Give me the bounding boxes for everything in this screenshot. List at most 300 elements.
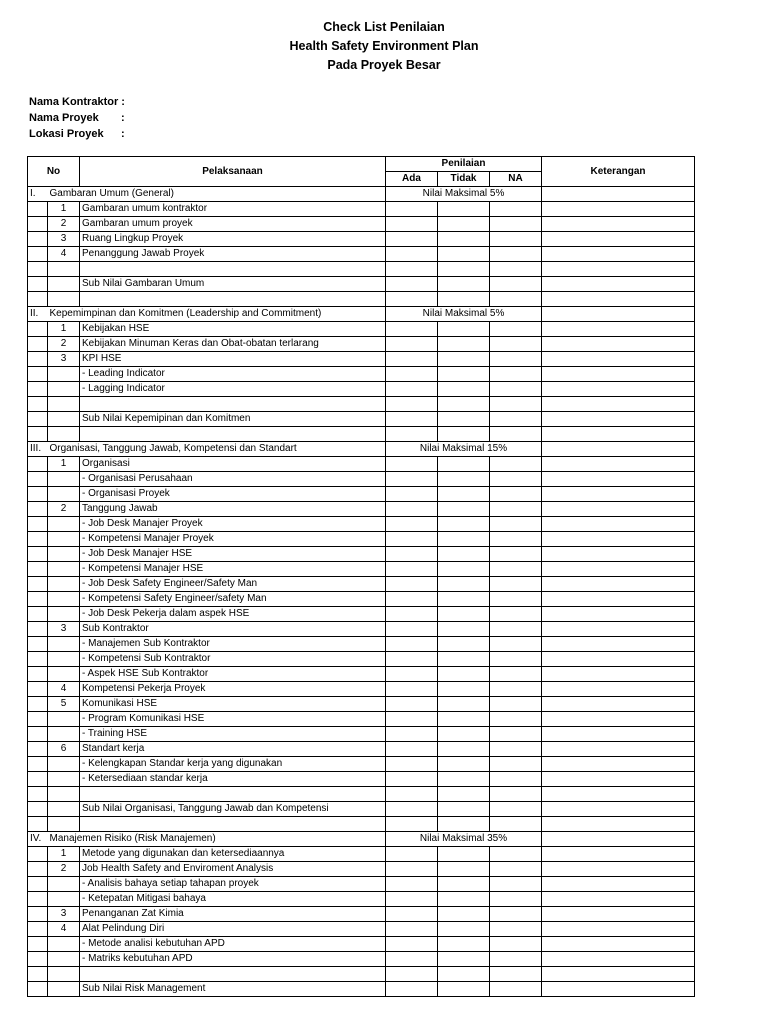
item-number — [48, 517, 80, 532]
section-cell — [28, 337, 48, 352]
score-tidak-cell — [438, 742, 490, 757]
checklist-table — [27, 156, 695, 997]
keterangan-cell — [542, 667, 695, 682]
score-ada-cell — [386, 757, 438, 772]
section-cell — [28, 982, 48, 997]
field-label: Nama Kontraktor : — [29, 96, 125, 108]
score-tidak-cell — [438, 217, 490, 232]
score-tidak-cell — [438, 757, 490, 772]
table-row — [28, 832, 695, 847]
col-header-keterangan: Keterangan — [542, 157, 695, 187]
section-cell — [28, 817, 48, 832]
score-tidak-cell — [438, 517, 490, 532]
score-na-cell — [490, 352, 542, 367]
score-ada-cell — [386, 562, 438, 577]
col-header-penilaian: Penilaian — [386, 157, 542, 172]
item-number: 5 — [48, 697, 80, 712]
score-na-cell — [490, 232, 542, 247]
item-number — [48, 382, 80, 397]
section-cell — [28, 202, 48, 217]
table-row — [28, 397, 695, 412]
item-text: - Lagging Indicator — [80, 382, 386, 397]
item-number: 1 — [48, 322, 80, 337]
score-tidak-cell — [438, 622, 490, 637]
item-text — [80, 262, 386, 277]
section-cell — [28, 877, 48, 892]
table-row — [28, 517, 695, 532]
score-ada-cell — [386, 847, 438, 862]
section-cell — [28, 622, 48, 637]
keterangan-cell — [542, 982, 695, 997]
keterangan-cell — [542, 202, 695, 217]
keterangan-cell — [542, 592, 695, 607]
score-ada-cell — [386, 577, 438, 592]
score-tidak-cell — [438, 592, 490, 607]
keterangan-cell — [542, 757, 695, 772]
score-na-cell — [490, 682, 542, 697]
score-na-cell — [490, 457, 542, 472]
col-header-pelaksanaan: Pelaksanaan — [80, 157, 386, 187]
item-text: Sub Nilai Risk Management — [80, 982, 386, 997]
section-cell — [28, 847, 48, 862]
item-text: - Analisis bahaya setiap tahapan proyek — [80, 877, 386, 892]
item-number: 2 — [48, 502, 80, 517]
section-cell — [28, 412, 48, 427]
score-tidak-cell — [438, 292, 490, 307]
item-text: - Job Desk Manajer HSE — [80, 547, 386, 562]
col-header-ada: Ada — [386, 172, 438, 187]
table-row — [28, 577, 695, 592]
field-lokasi-proyek — [29, 127, 125, 142]
item-text: Sub Nilai Gambaran Umum — [80, 277, 386, 292]
item-text: - Organisasi Perusahaan — [80, 472, 386, 487]
section-cell — [28, 457, 48, 472]
score-tidak-cell — [438, 412, 490, 427]
score-tidak-cell — [438, 892, 490, 907]
score-tidak-cell — [438, 577, 490, 592]
section-cell — [28, 727, 48, 742]
section-cell — [28, 952, 48, 967]
score-ada-cell — [386, 277, 438, 292]
table-row — [28, 952, 695, 967]
item-text: Penanggung Jawab Proyek — [80, 247, 386, 262]
item-number — [48, 367, 80, 382]
keterangan-cell — [542, 742, 695, 757]
table-row — [28, 532, 695, 547]
section-cell — [28, 247, 48, 262]
item-text: - Program Komunikasi HSE — [80, 712, 386, 727]
item-number — [48, 937, 80, 952]
score-ada-cell — [386, 397, 438, 412]
score-na-cell — [490, 592, 542, 607]
item-number — [48, 727, 80, 742]
score-ada-cell — [386, 532, 438, 547]
section-cell — [28, 472, 48, 487]
keterangan-cell — [542, 967, 695, 982]
table-row — [28, 862, 695, 877]
item-text: - Leading Indicator — [80, 367, 386, 382]
score-ada-cell — [386, 487, 438, 502]
field-colon: : — [121, 112, 125, 124]
score-na-cell — [490, 607, 542, 622]
section-title: Kepemimpinan dan Komitmen (Leadership and Commitment) — [48, 307, 386, 322]
item-text: - Kompetensi Sub Kontraktor — [80, 652, 386, 667]
keterangan-cell — [542, 802, 695, 817]
table-row — [28, 457, 695, 472]
score-tidak-cell — [438, 712, 490, 727]
score-tidak-cell — [438, 982, 490, 997]
item-number — [48, 412, 80, 427]
score-na-cell — [490, 397, 542, 412]
keterangan-cell — [542, 472, 695, 487]
keterangan-cell — [542, 892, 695, 907]
item-text: Metode yang digunakan dan ketersediaannya — [80, 847, 386, 862]
keterangan-cell — [542, 772, 695, 787]
keterangan-cell — [542, 352, 695, 367]
item-text: Gambaran umum proyek — [80, 217, 386, 232]
keterangan-cell — [542, 337, 695, 352]
item-text: - Ketersediaan standar kerja — [80, 772, 386, 787]
item-text: KPI HSE — [80, 352, 386, 367]
score-ada-cell — [386, 217, 438, 232]
score-ada-cell — [386, 517, 438, 532]
keterangan-cell — [542, 697, 695, 712]
item-number — [48, 577, 80, 592]
item-number: 4 — [48, 922, 80, 937]
item-number — [48, 487, 80, 502]
score-ada-cell — [386, 502, 438, 517]
item-text: Gambaran umum kontraktor — [80, 202, 386, 217]
table-row — [28, 772, 695, 787]
score-tidak-cell — [438, 922, 490, 937]
score-na-cell — [490, 292, 542, 307]
score-na-cell — [490, 772, 542, 787]
score-ada-cell — [386, 892, 438, 907]
keterangan-cell — [542, 547, 695, 562]
score-tidak-cell — [438, 847, 490, 862]
section-cell — [28, 532, 48, 547]
section-cell — [28, 517, 48, 532]
item-text: - Kompetensi Manajer HSE — [80, 562, 386, 577]
score-ada-cell — [386, 367, 438, 382]
score-na-cell — [490, 757, 542, 772]
score-na-cell — [490, 982, 542, 997]
score-na-cell — [490, 802, 542, 817]
score-tidak-cell — [438, 487, 490, 502]
doc-title-line-3: Pada Proyek Besar — [327, 58, 441, 72]
section-max-score: Nilai Maksimal 35% — [386, 832, 542, 847]
keterangan-cell — [542, 577, 695, 592]
section-cell — [28, 562, 48, 577]
table-row — [28, 337, 695, 352]
table-row — [28, 922, 695, 937]
table-row — [28, 202, 695, 217]
table-row — [28, 757, 695, 772]
item-text: Ruang Lingkup Proyek — [80, 232, 386, 247]
section-cell — [28, 862, 48, 877]
keterangan-cell — [542, 517, 695, 532]
section-title: Manajemen Risiko (Risk Manajemen) — [48, 832, 386, 847]
item-text: - Matriks kebutuhan APD — [80, 952, 386, 967]
table-row — [28, 982, 695, 997]
score-ada-cell — [386, 862, 438, 877]
item-number — [48, 262, 80, 277]
table-row — [28, 247, 695, 262]
field-colon: : — [121, 128, 125, 140]
keterangan-cell — [542, 247, 695, 262]
item-text: - Job Desk Safety Engineer/Safety Man — [80, 577, 386, 592]
score-na-cell — [490, 247, 542, 262]
table-row — [28, 742, 695, 757]
score-na-cell — [490, 862, 542, 877]
score-na-cell — [490, 217, 542, 232]
score-tidak-cell — [438, 427, 490, 442]
item-number — [48, 532, 80, 547]
item-text: Sub Kontraktor — [80, 622, 386, 637]
item-text — [80, 427, 386, 442]
item-number — [48, 397, 80, 412]
item-text: - Training HSE — [80, 727, 386, 742]
score-na-cell — [490, 847, 542, 862]
keterangan-cell — [542, 712, 695, 727]
score-ada-cell — [386, 712, 438, 727]
score-na-cell — [490, 787, 542, 802]
score-na-cell — [490, 427, 542, 442]
score-tidak-cell — [438, 397, 490, 412]
section-cell — [28, 652, 48, 667]
score-tidak-cell — [438, 367, 490, 382]
section-cell — [28, 277, 48, 292]
doc-title-line-1: Check List Penilaian — [323, 20, 445, 34]
section-cell — [28, 802, 48, 817]
item-number — [48, 637, 80, 652]
field-nama-proyek — [29, 111, 125, 126]
keterangan-cell — [542, 427, 695, 442]
section-cell — [28, 592, 48, 607]
doc-title-line-2: Health Safety Environment Plan — [289, 39, 479, 53]
table-row — [28, 487, 695, 502]
keterangan-cell — [542, 382, 695, 397]
score-ada-cell — [386, 787, 438, 802]
table-row — [28, 937, 695, 952]
score-tidak-cell — [438, 652, 490, 667]
item-number — [48, 472, 80, 487]
score-na-cell — [490, 532, 542, 547]
section-title: Gambaran Umum (General) — [48, 187, 386, 202]
score-tidak-cell — [438, 262, 490, 277]
score-tidak-cell — [438, 322, 490, 337]
score-tidak-cell — [438, 337, 490, 352]
item-text — [80, 787, 386, 802]
section-number: II. — [28, 307, 48, 322]
item-number: 4 — [48, 682, 80, 697]
section-cell — [28, 757, 48, 772]
section-cell — [28, 217, 48, 232]
table-row — [28, 292, 695, 307]
item-number — [48, 877, 80, 892]
score-tidak-cell — [438, 952, 490, 967]
section-cell — [28, 937, 48, 952]
item-number — [48, 547, 80, 562]
item-text — [80, 817, 386, 832]
section-title: Organisasi, Tanggung Jawab, Kompetensi dan Standart — [48, 442, 386, 457]
score-na-cell — [490, 937, 542, 952]
score-na-cell — [490, 667, 542, 682]
col-header-no: No — [28, 157, 80, 187]
score-na-cell — [490, 502, 542, 517]
item-text: Sub Nilai Organisasi, Tanggung Jawab dan Kompetensi — [80, 802, 386, 817]
item-number: 6 — [48, 742, 80, 757]
score-ada-cell — [386, 682, 438, 697]
section-cell — [28, 382, 48, 397]
item-number — [48, 712, 80, 727]
score-ada-cell — [386, 772, 438, 787]
section-cell — [28, 742, 48, 757]
score-na-cell — [490, 367, 542, 382]
section-cell — [28, 967, 48, 982]
item-number: 2 — [48, 337, 80, 352]
section-max-score: Nilai Maksimal 5% — [386, 307, 542, 322]
section-cell — [28, 577, 48, 592]
item-number — [48, 427, 80, 442]
score-na-cell — [490, 472, 542, 487]
item-number — [48, 772, 80, 787]
keterangan-cell — [542, 532, 695, 547]
table-row — [28, 352, 695, 367]
table-row — [28, 442, 695, 457]
score-ada-cell — [386, 292, 438, 307]
score-ada-cell — [386, 232, 438, 247]
score-na-cell — [490, 277, 542, 292]
score-tidak-cell — [438, 502, 490, 517]
score-ada-cell — [386, 877, 438, 892]
score-tidak-cell — [438, 682, 490, 697]
item-text: Job Health Safety and Enviroment Analysis — [80, 862, 386, 877]
item-number: 4 — [48, 247, 80, 262]
table-row — [28, 277, 695, 292]
score-na-cell — [490, 322, 542, 337]
section-cell — [28, 292, 48, 307]
score-tidak-cell — [438, 802, 490, 817]
score-ada-cell — [386, 412, 438, 427]
score-ada-cell — [386, 802, 438, 817]
keterangan-cell — [542, 652, 695, 667]
table-row — [28, 232, 695, 247]
item-number: 2 — [48, 862, 80, 877]
table-row — [28, 877, 695, 892]
score-ada-cell — [386, 457, 438, 472]
score-ada-cell — [386, 727, 438, 742]
keterangan-cell — [542, 832, 695, 847]
item-text: - Manajemen Sub Kontraktor — [80, 637, 386, 652]
section-cell — [28, 487, 48, 502]
score-tidak-cell — [438, 772, 490, 787]
table-row — [28, 217, 695, 232]
score-na-cell — [490, 892, 542, 907]
section-number: III. — [28, 442, 48, 457]
item-number — [48, 667, 80, 682]
section-cell — [28, 262, 48, 277]
table-row — [28, 622, 695, 637]
score-ada-cell — [386, 907, 438, 922]
item-number: 3 — [48, 907, 80, 922]
section-cell — [28, 427, 48, 442]
item-text: - Kompetensi Manajer Proyek — [80, 532, 386, 547]
table-row — [28, 637, 695, 652]
score-na-cell — [490, 622, 542, 637]
section-cell — [28, 607, 48, 622]
score-ada-cell — [386, 637, 438, 652]
score-tidak-cell — [438, 787, 490, 802]
keterangan-cell — [542, 937, 695, 952]
item-number — [48, 892, 80, 907]
score-tidak-cell — [438, 907, 490, 922]
item-text: Standart kerja — [80, 742, 386, 757]
score-tidak-cell — [438, 457, 490, 472]
score-ada-cell — [386, 262, 438, 277]
field-label: Lokasi Proyek — [29, 128, 104, 140]
section-cell — [28, 232, 48, 247]
section-cell — [28, 367, 48, 382]
keterangan-cell — [542, 637, 695, 652]
item-text: - Organisasi Proyek — [80, 487, 386, 502]
score-ada-cell — [386, 607, 438, 622]
score-tidak-cell — [438, 937, 490, 952]
score-tidak-cell — [438, 877, 490, 892]
item-number — [48, 802, 80, 817]
keterangan-cell — [542, 262, 695, 277]
score-ada-cell — [386, 337, 438, 352]
score-ada-cell — [386, 322, 438, 337]
score-na-cell — [490, 517, 542, 532]
score-na-cell — [490, 337, 542, 352]
section-cell — [28, 667, 48, 682]
score-tidak-cell — [438, 667, 490, 682]
keterangan-cell — [542, 607, 695, 622]
section-cell — [28, 772, 48, 787]
section-cell — [28, 352, 48, 367]
keterangan-cell — [542, 562, 695, 577]
table-row — [28, 697, 695, 712]
score-tidak-cell — [438, 562, 490, 577]
table-row — [28, 187, 695, 202]
score-na-cell — [490, 712, 542, 727]
table-row — [28, 382, 695, 397]
section-cell — [28, 397, 48, 412]
score-ada-cell — [386, 202, 438, 217]
keterangan-cell — [542, 232, 695, 247]
score-ada-cell — [386, 427, 438, 442]
score-tidak-cell — [438, 247, 490, 262]
table-row — [28, 562, 695, 577]
section-cell — [28, 922, 48, 937]
score-na-cell — [490, 742, 542, 757]
item-number: 3 — [48, 232, 80, 247]
item-text: Sub Nilai Kepemipinan dan Komitmen — [80, 412, 386, 427]
keterangan-cell — [542, 397, 695, 412]
score-ada-cell — [386, 382, 438, 397]
keterangan-cell — [542, 292, 695, 307]
item-text — [80, 397, 386, 412]
table-row — [28, 427, 695, 442]
table-row — [28, 412, 695, 427]
item-number — [48, 607, 80, 622]
score-na-cell — [490, 382, 542, 397]
item-number — [48, 652, 80, 667]
item-number — [48, 817, 80, 832]
section-cell — [28, 907, 48, 922]
table-row — [28, 262, 695, 277]
